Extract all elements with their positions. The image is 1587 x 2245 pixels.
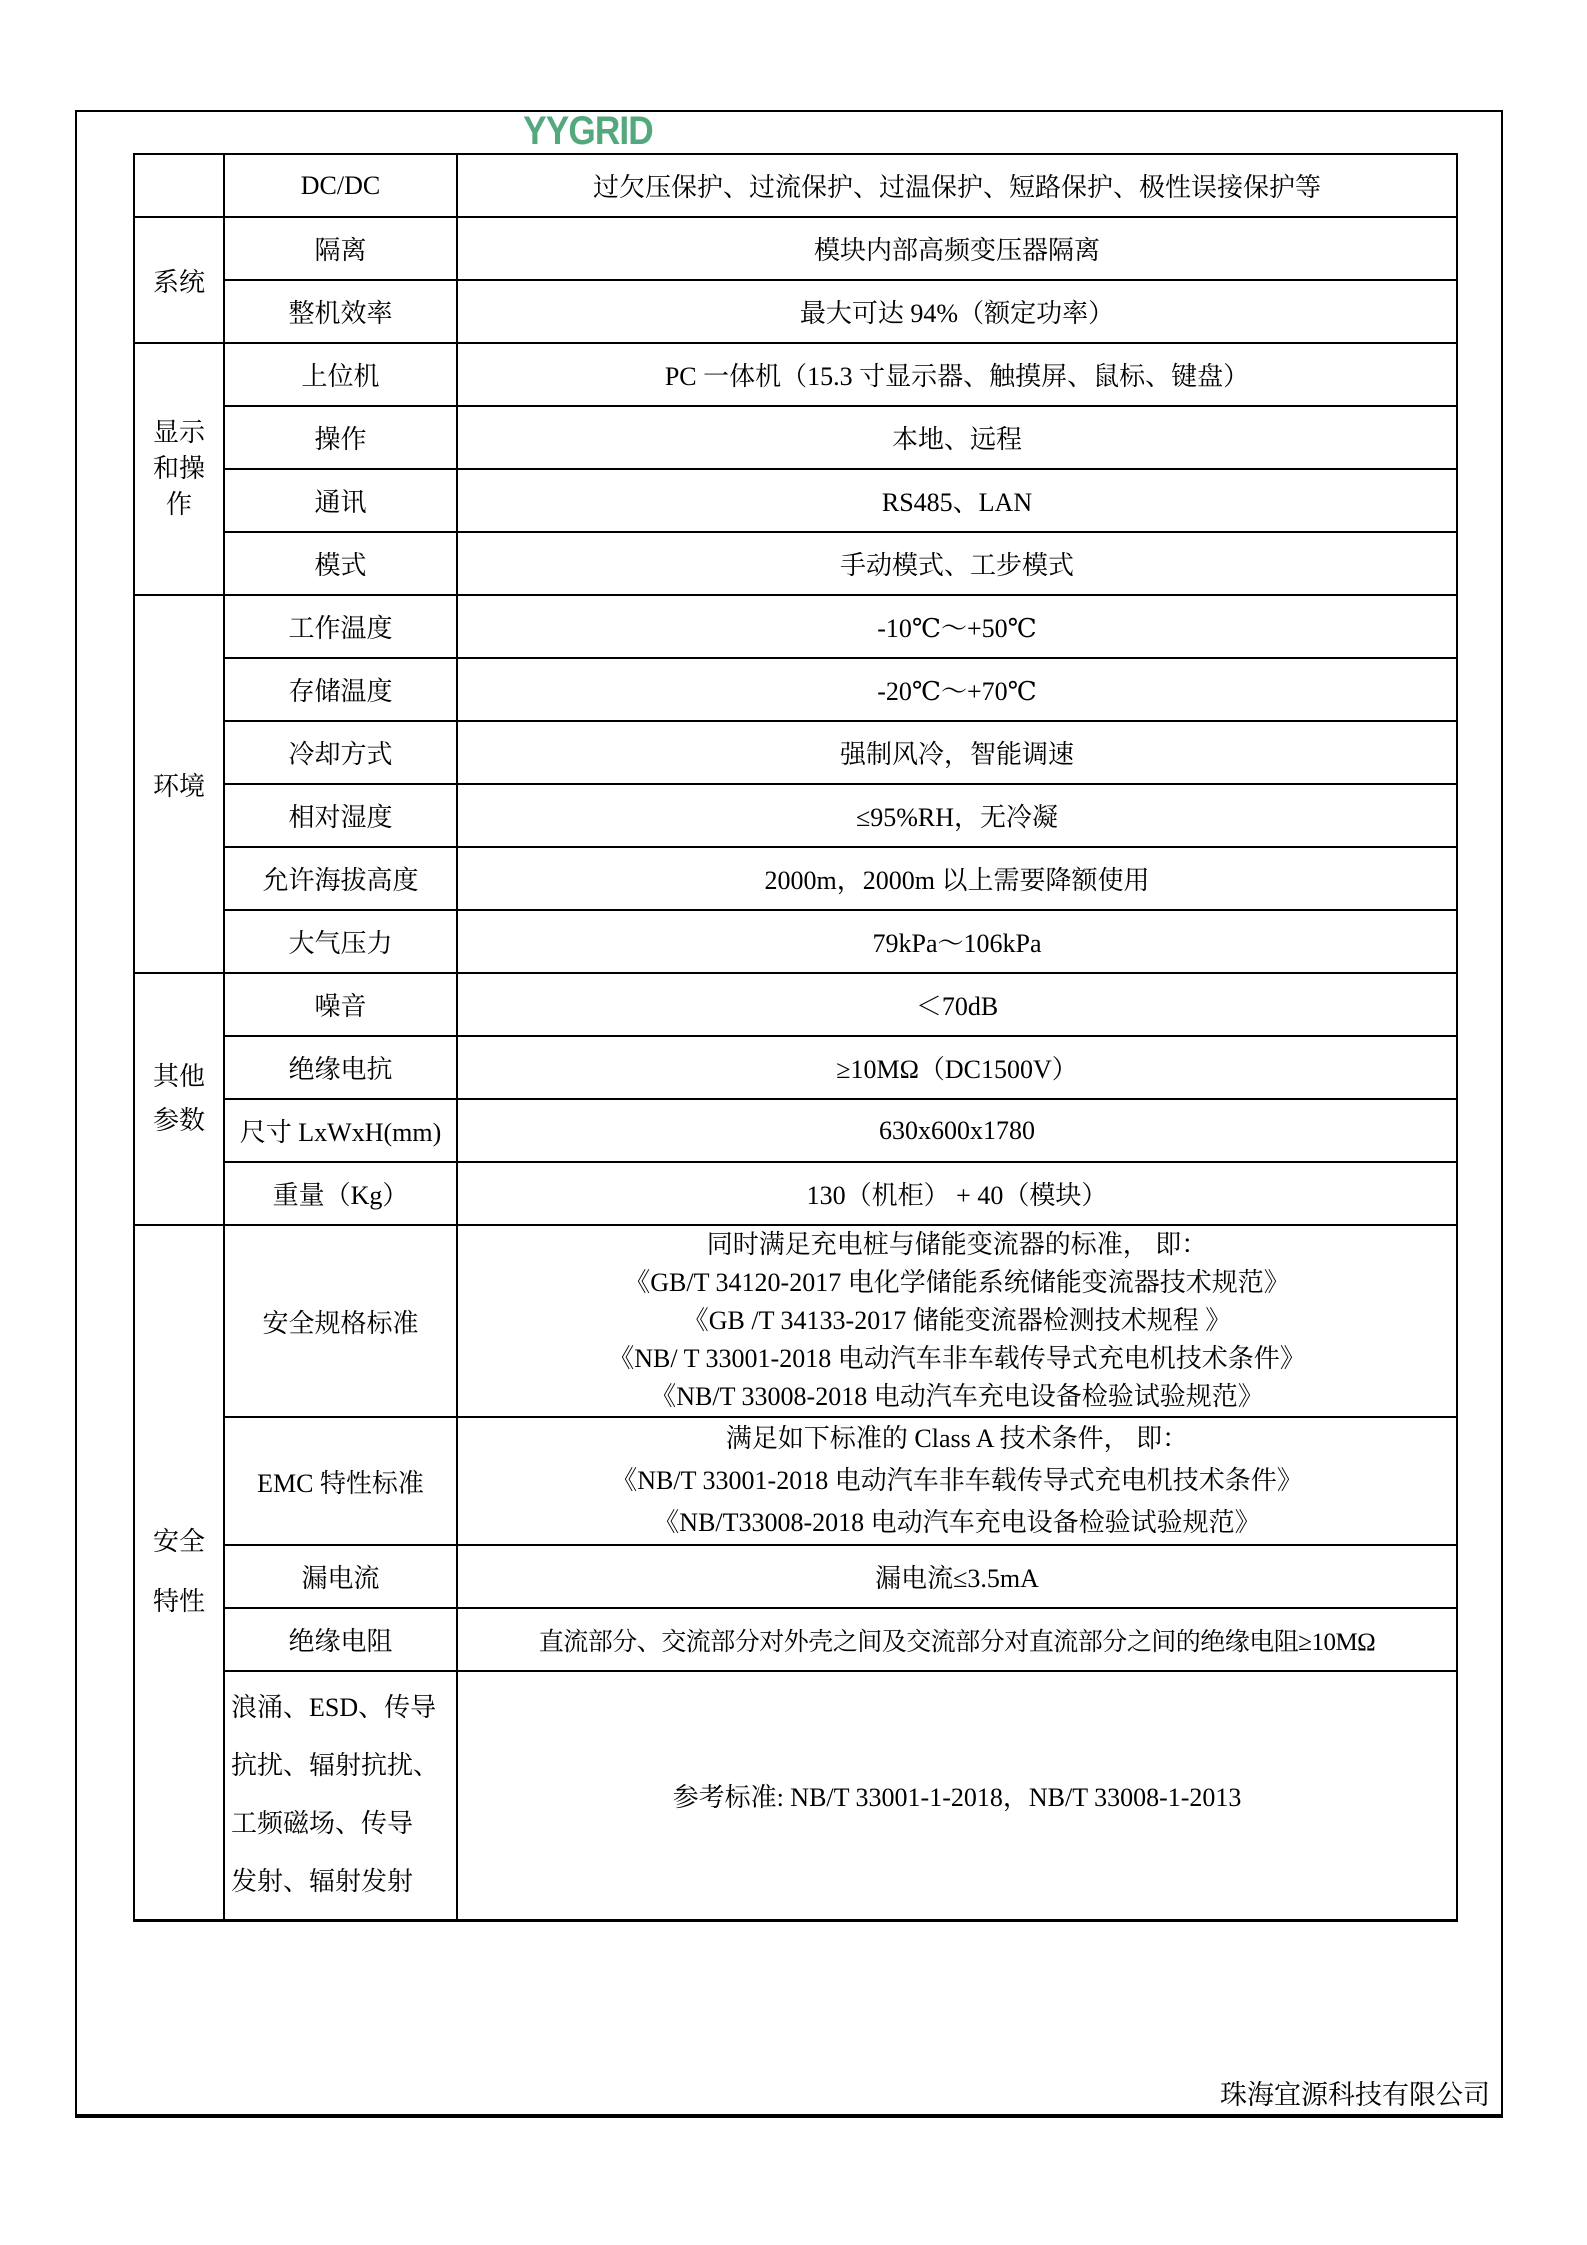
- param-cell: [224, 1671, 457, 1920]
- param-cell: 存储温度: [224, 658, 457, 721]
- value-cell: 630x600x1780: [457, 1099, 1457, 1162]
- param-line: 工频磁场、传导: [231, 1809, 414, 1839]
- value-cell: 直流部分、交流部分对外壳之间及交流部分对直流部分之间的绝缘电阻≥10MΩ: [457, 1608, 1457, 1671]
- param-cell: 整机效率: [224, 280, 457, 343]
- category-line: 显示: [152, 418, 205, 447]
- param-cell: 绝缘电阻: [224, 1608, 457, 1671]
- category-line: 参数: [152, 1106, 205, 1135]
- param-cell: 安全规格标准: [224, 1225, 457, 1417]
- table-row: [134, 784, 1457, 847]
- value-line: 《NB/T 33008-2018 电动汽车充电设备检验试验规范》: [650, 1382, 1264, 1411]
- category-cell-other-params: [134, 973, 224, 1225]
- table-row: [134, 658, 1457, 721]
- table-row: [134, 847, 1457, 910]
- param-cell: 大气压力: [224, 910, 457, 973]
- value-cell: 强制风冷，智能调速: [457, 721, 1457, 784]
- value-cell: [457, 1225, 1457, 1417]
- value-cell: 漏电流≤3.5mA: [457, 1545, 1457, 1608]
- value-cell: [457, 1417, 1457, 1545]
- table-row: [134, 1099, 1457, 1162]
- table-row: [134, 217, 1457, 280]
- param-cell: 相对湿度: [224, 784, 457, 847]
- value-cell: 130（机柜） + 40（模块）: [457, 1162, 1457, 1225]
- category-cell-environment: 环境: [134, 595, 224, 973]
- table-row: [134, 1162, 1457, 1225]
- param-cell: DC/DC: [224, 154, 457, 217]
- category-line: 作: [165, 490, 192, 519]
- param-cell: 噪音: [224, 973, 457, 1036]
- param-cell: 隔离: [224, 217, 457, 280]
- param-cell: 上位机: [224, 343, 457, 406]
- value-cell: 最大可达 94%（额定功率）: [457, 280, 1457, 343]
- value-line: 《NB/T33008-2018 电动汽车充电设备检验试验规范》: [653, 1508, 1261, 1537]
- category-line: 安全: [152, 1527, 205, 1557]
- value-cell: ≥10MΩ（DC1500V）: [457, 1036, 1457, 1099]
- param-cell: 绝缘电抗: [224, 1036, 457, 1099]
- table-row: [134, 1671, 1457, 1920]
- table-row: [134, 154, 1457, 217]
- value-line: 《GB /T 34133-2017 储能变流器检测技术规程 》: [682, 1306, 1232, 1335]
- table-row: [134, 1225, 1457, 1417]
- value-line: 《NB/T 33001-2018 电动汽车非车载传导式充电机技术条件》: [611, 1466, 1303, 1495]
- param-cell: 模式: [224, 532, 457, 595]
- value-cell: ＜70dB: [457, 973, 1457, 1036]
- category-cell-display-operation: [134, 343, 224, 595]
- value-line: 同时满足充电桩与储能变流器的标准， 即：: [706, 1230, 1208, 1259]
- param-cell: 允许海拔高度: [224, 847, 457, 910]
- param-line: 抗扰、辐射抗扰、: [231, 1751, 440, 1781]
- value-cell: ≤95%RH，无冷凝: [457, 784, 1457, 847]
- category-cell-empty: [134, 154, 224, 217]
- param-line: 浪涌、ESD、传导: [231, 1693, 437, 1723]
- value-cell: 参考标准: NB/T 33001-1-2018，NB/T 33008-1-2013: [457, 1671, 1457, 1920]
- table-row: [134, 1417, 1457, 1545]
- value-cell: 2000m，2000m 以上需要降额使用: [457, 847, 1457, 910]
- table-row: [134, 469, 1457, 532]
- table-row: [134, 343, 1457, 406]
- param-cell: EMC 特性标准: [224, 1417, 457, 1545]
- table-row: [134, 532, 1457, 595]
- table-row: [134, 406, 1457, 469]
- table-row: [134, 910, 1457, 973]
- category-line: 其他: [152, 1062, 205, 1091]
- value-line: 《NB/ T 33001-2018 电动汽车非车载传导式充电机技术条件》: [608, 1344, 1306, 1373]
- table-row: [134, 595, 1457, 658]
- value-cell: 模块内部高频变压器隔离: [457, 217, 1457, 280]
- value-cell: PC 一体机（15.3 寸显示器、触摸屏、鼠标、键盘）: [457, 343, 1457, 406]
- param-cell: 工作温度: [224, 595, 457, 658]
- param-cell: 重量（Kg）: [224, 1162, 457, 1225]
- value-cell: -10℃～+50℃: [457, 595, 1457, 658]
- value-cell: 本地、远程: [457, 406, 1457, 469]
- table-row: [134, 280, 1457, 343]
- value-cell: 手动模式、工步模式: [457, 532, 1457, 595]
- category-cell-system: 系统: [134, 217, 224, 343]
- table-row: [134, 1545, 1457, 1608]
- category-line: 和操: [152, 454, 205, 483]
- category-line: 特性: [152, 1587, 205, 1617]
- param-cell: 漏电流: [224, 1545, 457, 1608]
- value-cell: 过欠压保护、过流保护、过温保护、短路保护、极性误接保护等: [457, 154, 1457, 217]
- param-cell: 尺寸 LxWxH(mm): [224, 1099, 457, 1162]
- table-row: [134, 973, 1457, 1036]
- value-line: 满足如下标准的 Class A 技术条件， 即：: [725, 1424, 1189, 1453]
- param-line: 发射、辐射发射: [231, 1867, 414, 1897]
- param-cell: 冷却方式: [224, 721, 457, 784]
- category-cell-safety: [134, 1225, 224, 1920]
- param-cell: 操作: [224, 406, 457, 469]
- table-row: [134, 1608, 1457, 1671]
- table-row: [134, 721, 1457, 784]
- value-cell: RS485、LAN: [457, 469, 1457, 532]
- company-logo: YYGRID: [523, 109, 653, 153]
- value-line: 《GB/T 34120-2017 电化学储能系统储能变流器技术规范》: [624, 1268, 1290, 1297]
- value-cell: 79kPa～106kPa: [457, 910, 1457, 973]
- value-cell: -20℃～+70℃: [457, 658, 1457, 721]
- footer-company-name: 珠海宜源科技有限公司: [1220, 2080, 1490, 2110]
- table-row: [134, 1036, 1457, 1099]
- param-cell: 通讯: [224, 469, 457, 532]
- spec-table: [133, 153, 1458, 1922]
